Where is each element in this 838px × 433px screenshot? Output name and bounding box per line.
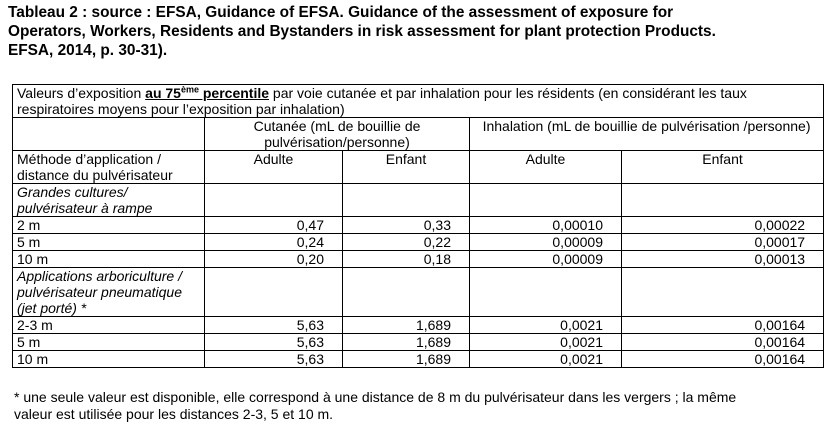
inh-adulte-cell: 0,00010 [470,217,622,234]
empty-cell [470,184,622,217]
cut-adulte-cell: 0,47 [205,217,343,234]
distance-cell: 5 m [13,234,205,251]
distance-cell: 5 m [13,334,205,351]
inh-enfant-cell: 0,00017 [622,234,824,251]
empty-cell [343,268,470,317]
table-row [13,234,824,251]
group-header-row [13,118,824,151]
empty-cell [622,268,824,317]
empty-cell [622,184,824,217]
table-caption [8,3,830,60]
exposure-table [12,84,824,368]
empty-cell [470,268,622,317]
inh-adulte-cell: 0,0021 [470,334,622,351]
inh-adulte-cell: 0,00009 [470,234,622,251]
footnote [14,389,826,423]
group-label-row [13,268,824,317]
intro-text-pre: Valeurs d’exposition [17,85,146,101]
inh-enfant-cell: 0,00164 [622,317,824,334]
table-body [13,184,824,368]
inh-adulte-cell: 0,0021 [470,351,622,368]
distance-cell: 10 m [13,351,205,368]
caption-line-3: EFSA, 2014, p. 30-31). [8,42,168,59]
method-header: Méthode d’application / distance du pulvérisateur [13,151,205,184]
inhalation-header: Inhalation (mL de bouillie de pulvérisation /personne) [470,118,824,151]
caption-line-1: Tableau 2 : source : EFSA, Guidance of EFSA. Guidance of the assessment of exposure for [8,4,674,21]
table-row [13,334,824,351]
cut-enfant-cell: 1,689 [343,317,470,334]
cut-enfant-cell: 0,33 [343,217,470,234]
distance-cell: 10 m [13,251,205,268]
inh-adulte-header: Adulte [470,151,622,184]
cut-adulte-cell: 5,63 [205,334,343,351]
empty-cell [13,118,205,151]
caption-line-2: Operators, Workers, Residents and Bystanders in risk assessment for plant protection Products. [8,23,716,40]
cut-adulte-header: Adulte [205,151,343,184]
distance-cell: 2-3 m [13,317,205,334]
empty-cell [205,184,343,217]
inh-adulte-cell: 0,0021 [470,317,622,334]
cut-enfant-cell: 0,22 [343,234,470,251]
column-header-row [13,151,824,184]
inh-enfant-cell: 0,00022 [622,217,824,234]
empty-cell [343,184,470,217]
footnote-line-1: * une seule valeur est disponible, elle correspond à une distance de 8 m du pulvérisateur dans les vergers ; la même [14,389,737,405]
intro-text-post: par voie cutanée et par inhalation pour les résidents (en considérant les taux respiratoires moyens pour l’exposition par inhalation) [17,85,747,117]
cut-enfant-cell: 1,689 [343,334,470,351]
cut-enfant-cell: 0,18 [343,251,470,268]
intro-cell [13,85,824,118]
cut-adulte-cell: 5,63 [205,317,343,334]
footnote-line-2: valeur est utilisée pour les distances 2-3, 5 et 10 m. [14,406,334,422]
cut-adulte-cell: 0,20 [205,251,343,268]
inh-enfant-cell: 0,00013 [622,251,824,268]
intro-percentile: au 75ème percentile [145,84,270,101]
cut-enfant-header: Enfant [343,151,470,184]
intro-row [13,85,824,118]
group-label-row [13,184,824,217]
inh-adulte-cell: 0,00009 [470,251,622,268]
cutanee-header: Cutanée (mL de bouillie de pulvérisation/personne) [205,118,470,151]
group-label: Applications arboriculture / pulvérisateur pneumatique (jet porté) * [13,268,205,317]
cut-adulte-cell: 0,24 [205,234,343,251]
inh-enfant-header: Enfant [622,151,824,184]
table-row [13,351,824,368]
inh-enfant-cell: 0,00164 [622,334,824,351]
group-label: Grandes cultures/ pulvérisateur à rampe [13,184,205,217]
empty-cell [205,268,343,317]
cut-adulte-cell: 5,63 [205,351,343,368]
table-row [13,251,824,268]
table-row [13,217,824,234]
inh-enfant-cell: 0,00164 [622,351,824,368]
table-row [13,317,824,334]
distance-cell: 2 m [13,217,205,234]
cut-enfant-cell: 1,689 [343,351,470,368]
